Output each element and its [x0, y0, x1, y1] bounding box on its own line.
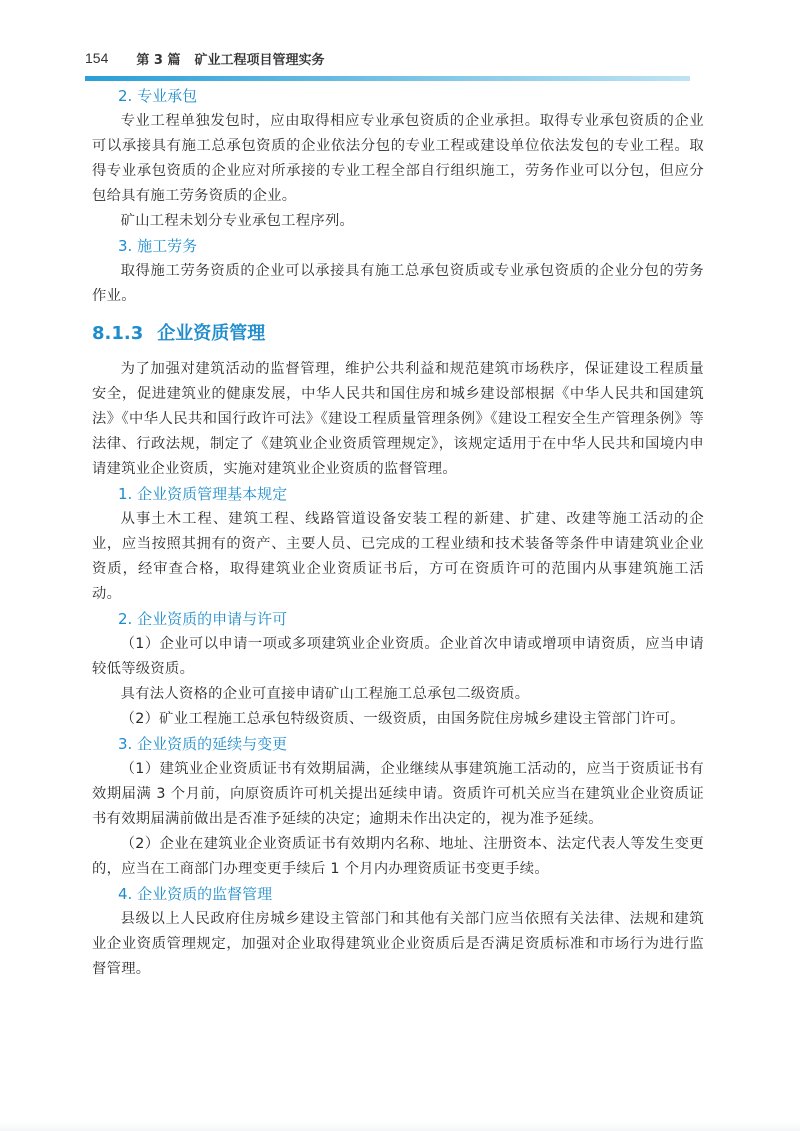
section-number: 8.1.3	[92, 323, 144, 344]
subsection-heading-basic-rules: 1. 企业资质管理基本规定	[118, 485, 288, 503]
paragraph: 为了加强对建筑活动的监督管理，维护公共利益和规范建筑市场秩序，保证建设工程质量安全，促进建筑业的健康发展，中华人民共和国住房和城乡建设部根据《中华人民共和国建筑法》《中华人民共和国行政许可法》《建设工程质量管理条例》《建设工程安全生产管理条例》等法律、行政法规，制定了《建筑业企业资质管理规定》，该规定适用于在中华人民共和国境内申请建筑业企业资质，实施对建筑业企业资质的监督管理。	[92, 361, 704, 477]
paragraph: （2）矿业工程施工总承包特级资质、一级资质，由国务院住房城乡建设主管部门许可。	[120, 711, 685, 727]
paragraph: 具有法人资格的企业可直接申请矿山工程施工总承包二级资质。	[120, 686, 530, 702]
subsection-heading-labor-services: 3. 施工劳务	[118, 237, 198, 255]
paragraph: 取得施工劳务资质的企业可以承接具有施工总承包资质或专业承包资质的企业分包的劳务作业。	[92, 263, 704, 304]
subsection-heading-specialty-contracting: 2. 专业承包	[118, 87, 198, 105]
page-body	[92, 84, 704, 982]
paragraph: 县级以上人民政府住房城乡建设主管部门和其他有关部门应当依照有关法律、法规和建筑业企业资质管理规定，加强对企业取得建筑业企业资质后是否满足资质标准和市场行为进行监督管理。	[92, 911, 704, 977]
paragraph: 专业工程单独发包时，应由取得相应专业承包资质的企业承担。取得专业承包资质的企业可以承接具有施工总承包资质的企业依法分包的专业工程或建设单位依法发包的专业工程。取得专业承包资质的企业应对所承接的专业工程全部自行组织施工，劳务作业可以分包，但应分包给具有施工劳务资质的企业。	[92, 113, 704, 204]
header-rule	[85, 76, 690, 81]
part-label: 第 3 篇	[136, 52, 181, 68]
subsection-heading-application: 2. 企业资质的申请与许可	[118, 610, 288, 628]
page-number: 154	[85, 50, 109, 66]
subsection-heading-supervision: 4. 企业资质的监督管理	[118, 885, 273, 903]
paragraph: 从事土木工程、建筑工程、线路管道设备安装工程的新建、扩建、改建等施工活动的企业，应当按照其拥有的资产、主要人员、已完成的工程业绩和技术装备等条件申请建筑业企业资质，经审查合格，取得建筑业企业资质证书后，方可在资质许可的范围内从事建筑施工活动。	[92, 511, 704, 602]
section-heading	[92, 319, 704, 349]
running-header	[85, 46, 700, 70]
section-title: 企业资质管理	[157, 323, 266, 344]
paragraph: （2）企业在建筑业企业资质证书有效期内名称、地址、注册资本、法定代表人等发生变更的，应当在工商部门办理变更手续后 1 个月内办理资质证书变更手续。	[92, 836, 704, 877]
paragraph: （1）建筑业企业资质证书有效期届满，企业继续从事建筑施工活动的，应当于资质证书有效期届满 3 个月前，向原资质许可机关提出延续申请。资质许可机关应当在建筑业企业资质证书有效期届满前做出是否准予延续的决定；逾期未作出决定的，视为准予延续。	[92, 761, 704, 827]
part-title: 矿业工程项目管理实务	[194, 52, 325, 68]
page-bottom-edge	[0, 1121, 800, 1131]
subsection-heading-renewal: 3. 企业资质的延续与变更	[118, 735, 288, 753]
paragraph: （1）企业可以申请一项或多项建筑业企业资质。企业首次申请或增项申请资质，应当申请较低等级资质。	[92, 636, 704, 677]
paragraph: 矿山工程未划分专业承包工程序列。	[120, 213, 355, 229]
